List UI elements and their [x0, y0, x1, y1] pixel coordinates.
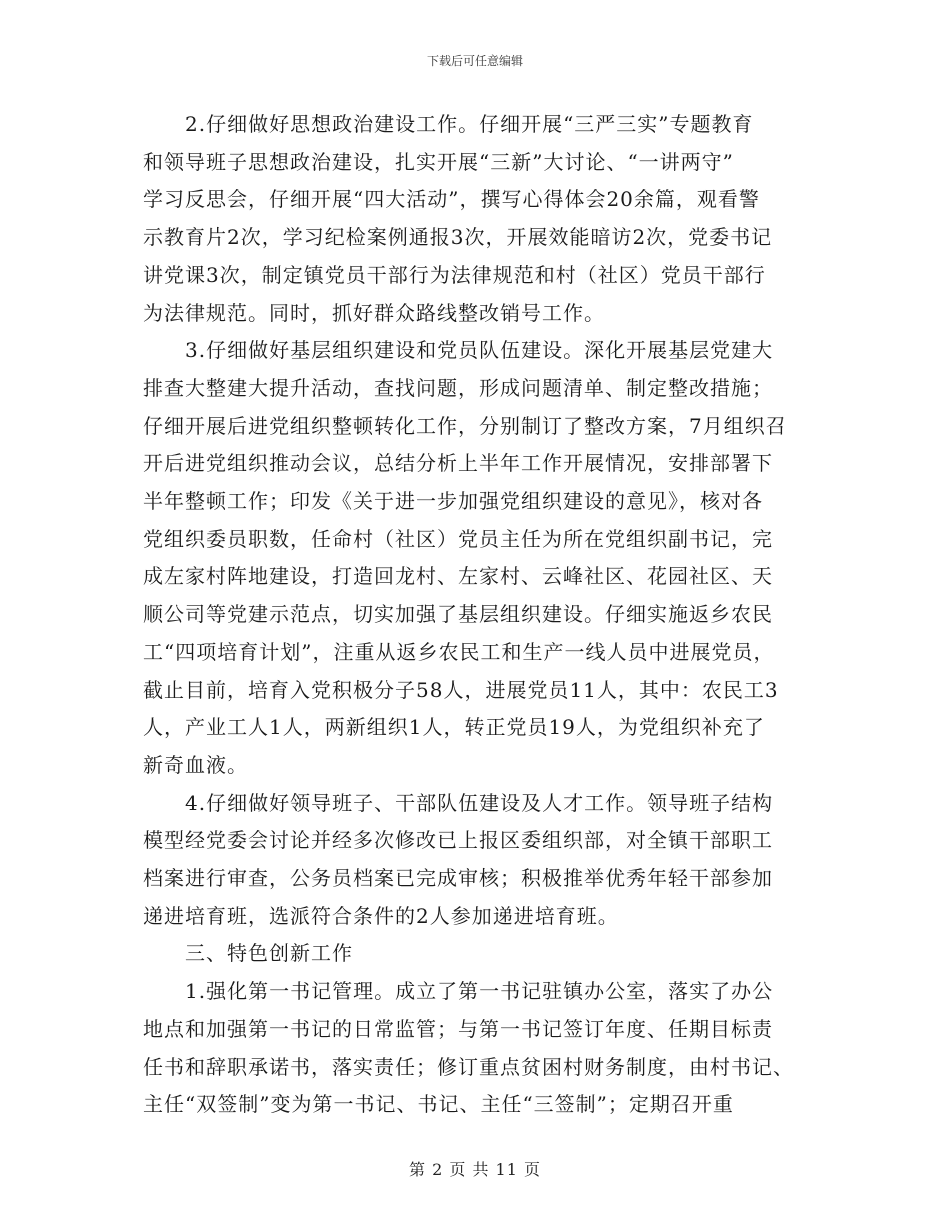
text-line: 讲党课3次，制定镇党员干部行为法律规范和村（社区）党员干部行 [143, 262, 766, 287]
text-line: 仔细开展后进党组织整顿转化工作，分别制订了整改方案，7月组织召 [143, 413, 787, 438]
paragraph [143, 106, 818, 332]
text-line: 半年整顿工作；印发《关于进一步加强党组织建设的意见》，核对各 [143, 489, 763, 514]
text-line: 4.仔细做好领导班子、干部队伍建设及人才工作。领导班子结构 [185, 790, 774, 815]
text-line: 为法律规范。同时，抓好群众路线整改销号工作。 [143, 300, 605, 325]
text-line: 工“四项培育计划”，注重从返乡农民工和生产一线人员中进展党员， [143, 639, 775, 664]
text-line: 模型经党委会讨论并经多次修改已上报区委组织部，对全镇干部职工 [143, 828, 773, 853]
text-line: 学习反思会，仔细开展“四大活动”，撰写心得体会20余篇，观看警 [143, 187, 760, 212]
text-line: 党组织委员职数，任命村（社区）党员主任为所在党组织副书记，完 [143, 526, 773, 551]
text-line: 三、特色创新工作 [185, 941, 353, 966]
text-line: 截止目前，培育入党积极分子58人，进展党员11人，其中：农民工3 [143, 677, 779, 702]
text-line: 开后进党组织推动会议，总结分析上半年工作开展情况，安排部署下 [143, 451, 773, 476]
text-line: 示教育片2次，学习纪检案例通报3次，开展效能暗访2次，党委书记 [143, 225, 773, 250]
paragraph [143, 973, 818, 1124]
text-line: 成左家村阵地建设，打造回龙村、左家村、云峰社区、花园社区、天 [143, 564, 773, 589]
text-line: 档案进行审查，公务员档案已完成审核；积极推举优秀年轻干部参加 [143, 866, 773, 891]
text-line: 和领导班子思想政治建设，扎实开展“三新”大讨论、“一讲两守” [143, 149, 734, 174]
text-line: 地点和加强第一书记的日常监管；与第一书记签订年度、任期目标责 [143, 1016, 773, 1041]
section-heading [143, 935, 818, 973]
text-line: 3.仔细做好基层组织建设和党员队伍建设。深化开展基层党建大 [185, 338, 774, 363]
page-footer: 第 2 页 共 11 页 [409, 1160, 541, 1179]
text-line: 顺公司等党建示范点，切实加强了基层组织建设。仔细实施返乡农民 [143, 602, 773, 627]
paragraph [143, 332, 818, 784]
text-line: 2.仔细做好思想政治建设工作。仔细开展“三严三实”专题教育 [185, 112, 754, 136]
text-line: 1.强化第一书记管理。成立了第一书记驻镇办公室，落实了办公 [185, 979, 774, 1004]
page-header: 下载后可任意编辑 [426, 54, 523, 68]
text-line: 新奇血液。 [143, 752, 248, 777]
document-body [143, 106, 818, 1124]
paragraph [143, 785, 818, 936]
text-line: 任书和辞职承诺书，落实责任；修订重点贫困村财务制度，由村书记、 [143, 1054, 794, 1079]
text-line: 递进培育班，选派符合条件的2人参加递进培育班。 [143, 903, 619, 928]
text-line: 人，产业工人1人，两新组织1人，转正党员19人，为党组织补充了 [143, 715, 765, 740]
text-line: 排查大整建大提升活动，查找问题，形成问题清单、制定整改措施； [143, 375, 773, 400]
text-line: 主任“双签制”变为第一书记、书记、主任“三签制”；定期召开重 [143, 1092, 734, 1117]
